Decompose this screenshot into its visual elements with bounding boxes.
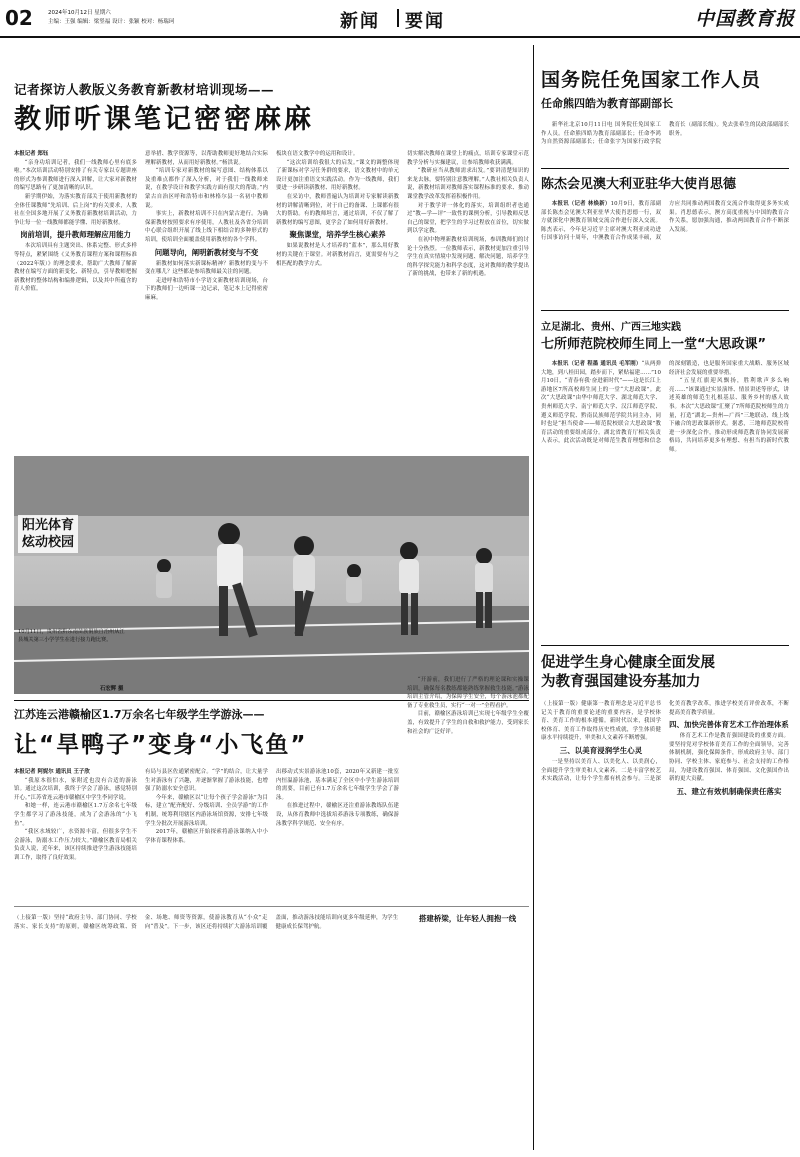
article-column-4 (407, 150, 529, 279)
news-photo (14, 456, 529, 694)
article-column-1 (14, 768, 137, 863)
paragraph: “教研应当从教师需求出发。”要讲清楚知识的来龙去脉，要特别注意教理解。”人教社相关负责人说，新教材培训对教师落实课程标准的要求、推动课堂教学改革发挥着积极作用。 (407, 168, 529, 200)
masthead-rule (0, 36, 800, 38)
paragraph: 事实上，新教材培训不只在内蒙古进行。为确保新教材按照要求有序使用，人教社及各省分培训中心联合组织开展了线上线下相结合的多种形式的培训，使培训全面覆盖使用新教材的各个学科。 (145, 211, 268, 243)
article-appointment (541, 68, 789, 147)
subheading: 问题导向，阐明新教材变与不变 (154, 247, 259, 257)
photo-caption: 10月11日，贵州省黔东南苗族侗族自治州从江县城关第三小学学生在进行接力跑比赛。 (18, 629, 125, 643)
paragraph: “亲身功培训记者，我们一线教师心里有底多啦。”本次培训活动特别安排了有关专家以专题讲座的形式为参训教师进行深入讲解，让大家对新教材的编写思路有了更加清晰的认识。 (14, 159, 137, 192)
subheading: 岗前培训，提升教师理解应用能力 (20, 230, 131, 240)
paragraph: 今年来，赣榆区以“让每个孩子学会游泳”为目标，建立“配齐配好、分级培训、全员学游”的工作机制，统筹利用辖区内游泳场馆资源，安排七年级学生分批次开展游泳培训。 (145, 794, 268, 827)
article-headline: 教师听课笔记密密麻麻 (14, 104, 314, 135)
section-subtitle: 要闻 (405, 11, 445, 32)
paragraph: 在推进过程中，赣榆区还注重游泳教练队伍建设，从体育教师中选拔培养游泳专项教练，确保游泳教学科学规范、安全有序。 (276, 803, 399, 827)
paragraph: “开游前，我们进行了严格的理论课和实操课培训，确保每名教练都能熟练掌握救生技能。”游泳培训主管介绍，为保障学生安全，每个游泳池都配备了专业救生员，实行“一对一”全程看护。 (407, 677, 529, 709)
paragraph: 出移动式实景游泳池10套，2020年又新建一批室内恒温游泳池，基本满足了全区中小学生游泳培训的需要，目前已有1.7万余名七年级学生学会了游泳。 (276, 769, 399, 801)
paragraph: 意举措、教学资源等，以帮助教师更好地结合实际理解新教材，从而用好新教材。”杨洪说。 (145, 151, 268, 166)
photo-credit: 石宏辉 摄 (100, 686, 124, 692)
article-teachers-notes (14, 80, 529, 450)
article-headline: 让“旱鸭子”变身“小飞鱼” (14, 732, 308, 758)
article-kicker: 立足湖北、贵州、广西三地实践 (541, 322, 681, 333)
article-body: （上接第一版）健康第一教育理念是习近平总书记关于教育的重要论述的重要内容，是学校体育、美育工作的根本遵循。新时代以来，我国学校体育、美育工作取得历史性成就，学生体质健康水平持续提升，审美和人文素养不断增强。 三、以美育浸润学生心灵 一是坚持以美育人、以美化人、以美润心，全面提升学生审美和人文素养。二是丰富学校艺术实践活动，让每个学生都有机会参与。三是深化美育教学改革，推进学校美育评价改革，不断提高美育教学质量。 四、加快完善体育艺术工作治理体系 体育艺术工作是教育强国建设的重要方面。要坚持党对学校体育美育工作的全面领导，完善体制机制，强化保障条件，形成政府主导、部门协同、学校主体、家庭参与、社会支持的工作格局，为建设教育强国、体育强国、文化强国作出新的更大贡献。 五、建立有效机制确保责任落实 (541, 701, 789, 796)
relay-race-photo (14, 456, 529, 694)
article-headline: 国务院任免国家工作人员 (541, 69, 762, 91)
article-kicker: 江苏连云港赣榆区1.7万余名七年级学生学游泳—— (14, 708, 265, 721)
article-headline-line2: 为教育强国建设夯基加力 (541, 674, 701, 690)
paragraph: “我原本很怕水，家附近也没有合适的游泳馆。通过这次培训，我终于学会了游泳，感觉特别开心。”江苏省连云港市赣榆区中学生李同学说。 (14, 777, 137, 801)
paragraph: （上接第一版）坚持“政府主导、部门协同、学校落实、家长支持”的原则，赣榆区统筹政策、资金、场地、师资等资源，使游泳教育从“小众”走向“普及”。下一步，该区还将持续扩大游泳培训覆盖面，推动游泳技能培训向更多年级延伸，为学生健康成长保驾护航。 (14, 915, 399, 930)
article-column-2 (145, 768, 268, 845)
paragraph: 2017年，赣榆区开始探索将游泳课纳入中小学体育课程体系。 (145, 829, 268, 844)
paragraph: “这次培训给我很大的启发。”课文的调整体现了新课标对学习任务群的要求，语文教材中的单元设计更加注重语文实践活动。作为一线教师，我们要进一步研读新教材、用好新教材。 (276, 159, 399, 192)
article-column-2 (145, 150, 268, 303)
article-headline: 七所师范院校师生同上一堂“大思政课” (541, 337, 767, 352)
paragraph: 和她一样，连云港市赣榆区1.7万余名七年级学生都学习了游泳技能，成为了会游泳的“小飞鱼”。 (14, 803, 137, 827)
section-rule (541, 168, 789, 169)
article-column-1 (14, 150, 137, 294)
subheading: 聚焦课堂，培养学生核心素养 (289, 230, 386, 240)
paragraph: 板块在语文教学中的运用和设计。 (276, 151, 359, 157)
paragraph: 切实解决教师在课堂上的痛点，培训专家课堂示范教学分析与实操建议，让参培教师收获满满。 (407, 151, 529, 166)
newspaper-logo: 中国教育报 (695, 8, 796, 30)
issue-date: 2024年10月12日 星期六 (48, 10, 111, 16)
article-big-ideological-class (541, 318, 789, 630)
article-body: 新华社北京10月11日电 国务院任免国家工作人员。任命熊四皓为教育部副部长；任命李鸿为自然资源部副部长；任命张宇为国家行政学院教育长（副部长级）。免去张希生的民政部副部长职务。 (541, 122, 789, 146)
article-headline-line1: 促进学生身心健康全面发展 (541, 655, 715, 671)
article-column-4 (407, 676, 529, 736)
subheading: 三、以美育浸润学生心灵 (559, 745, 643, 755)
section-rule (541, 645, 789, 646)
section-title: 新闻 (340, 11, 380, 32)
section-divider (397, 9, 399, 27)
article-continuation (14, 914, 529, 931)
subheading: 四、加快完善体育艺术工作治理体系 (669, 720, 789, 730)
article-kicker: 记者探访人教版义务教育新教材培训现场—— (14, 82, 275, 97)
article-body: 本报讯（记者 程墨 通讯员 毛军刚）“从两弹大地，到八桂田园，踏步而下，紧贴福建……”10月10日，“青春有我·奋进新时代”——这是长江上游地区7所高校师生同上的一堂“大思政课”。此次“大思政课”由华中师范大学、湖北师范大学、贵州师范大学、南宁师范大学、汉江师范学院、遵义师范学院、黔南民族师范学院共同主办，同时也是“担当使命——师范院校联合大思政课”教育活动的重要组成部分。湖北省教育厅相关负责人表示，此次活动既是对师范生教育理想和信念的深刻锻造，也是服务国家重大战略、服务区域经济社会发展的重要举措。 “五星红旗迎风飘扬，胜利歌声多么响亮……”该课通过实景演绎、情景讲述等形式，讲述英雄的师范生扎根基层、服务乡村的感人故事。本次“大思政课”汇聚了7所师范院校师生的力量，打造“湖北—贵州—广西”三地联动、线上线下融合的思政课新形式。据悉，三地师范院校将进一步深化合作，推动形成师范教育协同发展新格局，共同培养更多有理想、有担当的新时代教师。 (541, 361, 789, 453)
paragraph: 有局与县区佐通紧密配合。“学”的结合，让大量学生对游泳有了兴趣，并逐渐掌握了游泳技能，也增强了防溺水安全意识。 (145, 769, 268, 793)
paragraph: 目前，赣榆区游泳培训已实现七年级学生全覆盖，有效提升了学生的自救和救护能力，受到家长和社会的广泛好评。 (407, 711, 529, 735)
paragraph: 对于教学评一体化的落实，培训组织者也通过“教—学—评”一致性的课例分析，引导教师反思自己的课堂，把学生的学习过程放在首位，切实做到以学定教。 (407, 202, 529, 235)
continuation-rule (14, 906, 529, 907)
paragraph: 在采访中，教师普遍认为培训对专家解读新教材的讲解清晰到位，对于自己的备课、上课都有很大的帮助。有的教师坦言，通过培训，不仅了解了新教材的编写意图，更学会了如何用好新教材。 (276, 193, 399, 226)
editorial-staff: 主编：王强 编辑：梁竖福 设计：张颖 校对：杨瑞珂 (48, 19, 175, 25)
section-rule (541, 310, 789, 311)
paragraph: 本次培训具有主题突出、体系完整、形式多样等特点，紧紧围绕《义务教育课程方案和课程标准（2022年版）》的理念要求，帮助广大教师了解新教材在编写方面的新变化、新特点，引导教师把握新教材的整体结构和编排逻辑，以及其中所蕴含的育人价值。 (14, 243, 137, 293)
article-student-health (541, 654, 789, 1145)
page-number: 02 (5, 6, 33, 30)
subheading: 搭建桥梁，让年轻人拥抱一线 (418, 914, 517, 923)
article-subheadline: 任命熊四皓为教育部副部长 (541, 97, 673, 110)
paragraph: 新学期伊始，为落实教育部关于使用新教材的全体任课教师“先培训、后上岗”的有关要求，人教社在全国多地开展了义务教育新教材培训活动，力争让每一位一线教师都能学懂、用好新教材。 (14, 193, 137, 226)
paragraph: 新教材如何落实新课标精神？新教材的变与不变在哪儿？这些都是参培教师最关注的问题。 (145, 260, 268, 276)
column-divider (533, 45, 534, 1150)
paragraph: 走进呼和浩特市小学语文新教材培训现场，台下的教师们一边听课一边记录，笔记本上记得密密麻麻。 (145, 277, 268, 301)
byline: 本报记者 阿妮尔 通讯员 王子欣 (14, 769, 90, 775)
article-headline: 陈杰会见澳大利亚驻华大使肖思德 (541, 177, 737, 192)
article-column-3 (276, 768, 399, 828)
paragraph: 如果说教材是人才培养的“蓝本”，那么用好教材的关键在于课堂。对新教材而言，更需要有与之相匹配的教学方式。 (276, 243, 399, 267)
photo-feature-title: 阳光体育 炫动校园 (18, 515, 78, 553)
article-body: 本报讯（记者 林焕新）10月9日，教育部副部长陈杰会见澳大利亚驻华大使肖思德一行，双方就深化中澳教育领域交流合作进行深入交流。陈杰表示，今年是习近平主席对澳大利亚成功进行国事访问十周年，中澳教育合作成果丰硕，双方应共同推动两国教育交流合作取得更多务实成果。肖思德表示，澳方高度重视与中国的教育合作关系，愿加强沟通，推动两国教育合作不断深入发展。 (541, 201, 789, 242)
article-ambassador-meeting (541, 176, 789, 243)
byline: 本报记者 郑钰 (14, 151, 49, 157)
paragraph: “培训专家对新教材的编写意图、结构体系以及重难点都作了深入分析，对于我们一线教师来说，在教学设计和教学实践方面有很大的帮助。”内蒙古自治区呼和浩特市和林格尔县一名初中教师说。 (145, 168, 268, 209)
article-column-3 (276, 150, 399, 268)
paragraph: 在初中物理新教材培训现场，参训教师们的讨论十分热烈。一位教师表示，新教材更加注重引导学生在真实情境中发现问题、解决问题，培养学生的科学探究能力和科学态度，这对教师的教学提出了新的挑战，也带来了新的机遇。 (407, 236, 529, 278)
paragraph: “我区水域较广，水资源丰富，但很多学生不会游泳，防溺水工作压力较大。”赣榆区教育局相关负责人说，近年来，该区持续推进学生游泳技能培训工作，取得了良好效果。 (14, 829, 137, 861)
subheading: 五、建立有效机制确保责任落实 (676, 786, 782, 796)
